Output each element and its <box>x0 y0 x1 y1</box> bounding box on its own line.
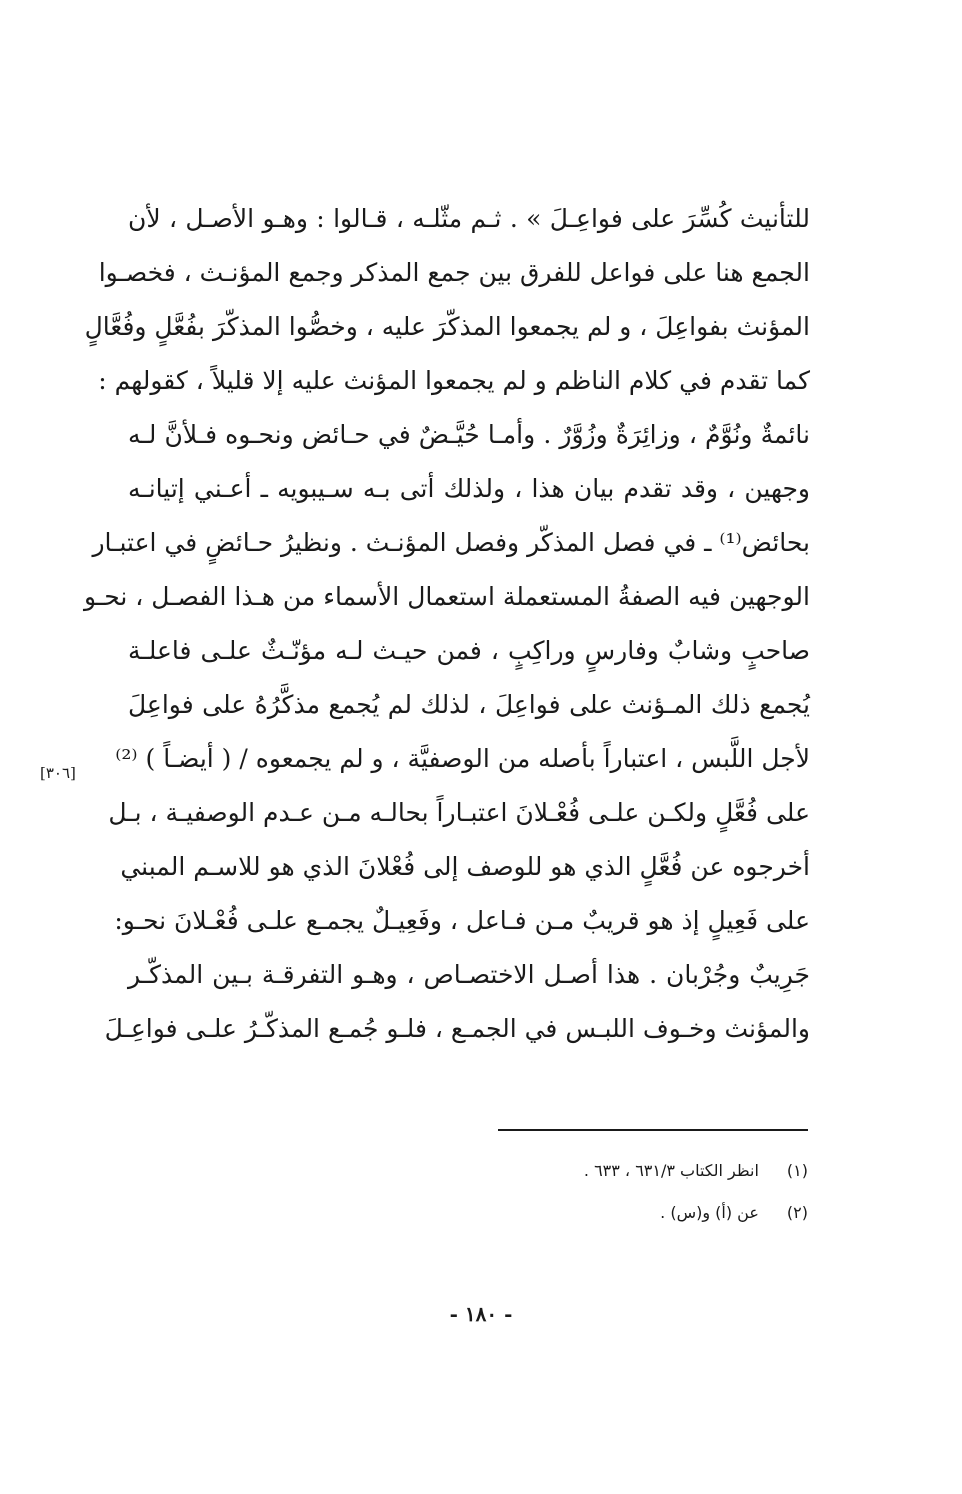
footnote-text: عن (أ) و(س) . <box>660 1203 759 1222</box>
text-line: للتأنيث كُسِّرَ على فواعِـلَ » . ثـم مثّلـه ، قـالوا : وهـو الأصـل ، لأن <box>128 204 810 233</box>
text-line: والمؤنث وخـوف اللبـس في الجمـع ، فلـو جُمـع المذكّـرُ علـى فواعِـلَ <box>104 1014 810 1043</box>
footnote <box>420 1192 808 1234</box>
text-line: صاحبٍ وشابٌ وفارسٍ وراكِبٍ ، فمن حيـث لـه مؤنّـثٌ علـى فاعلـة <box>128 636 810 665</box>
main-text <box>83 192 810 1056</box>
text-line: على فُعَّلٍ ولكـن علـى فُعْـلانَ اعتبـاراً بحالـه مـن عـدم الوصفيـة ، بـل <box>108 798 810 827</box>
text-line: المؤنث بفواعِلَ ، و لم يجمعوا المذكّرَ عليه ، وخصُّوا المذكّرَ بفُعَّلٍ وفُعَّالٍ <box>84 312 810 341</box>
text-line: الجمع هنا على فواعل للفرق بين جمع المذكر وجمع المؤنـث ، فخصـوا <box>98 258 810 287</box>
footnote-number: (١) <box>786 1161 808 1180</box>
text-line: بحائض⁽¹⁾ ـ في فصل المذكّر وفصل المؤنـث . ونظيرُ حـائضٍ في اعتبـار <box>92 528 810 557</box>
footnotes <box>420 1150 808 1234</box>
text-line: جَرِيبٌ وجُرْبان . هذا أصـل الاختصـاص ، وهـو التفرقـة بـين المذكّـر <box>128 960 810 989</box>
text-line: أخرجوه عن فُعَّلٍ الذي هو للوصف إلى فُعْلانَ الذي هو للاسـم المبني <box>120 852 810 881</box>
page-number: - ١٨٠ - <box>449 1302 513 1326</box>
footnote-number: (٢) <box>786 1203 808 1222</box>
footnote <box>420 1150 808 1192</box>
text-line: على فَعِيلٍ إذ هو قريبٌ مـن فـاعل ، وفَعِيـلٌ يجمـع علـى فُعْـلانَ نحـو: <box>114 906 810 935</box>
text-line: نائمةٌ ونُوَّمٌ ، وزائِرَةٌ وزُوَّرٌ . وأمـا حُيَّـضٌ في حـائض ونحـوه فـلأنَّ لـه <box>128 420 810 449</box>
footnote-text: انظر الكتاب ٦٣١/٣ ، ٦٣٣ . <box>583 1161 759 1180</box>
text-line: يُجمع ذلك المـؤنث على فواعِلَ ، لذلك لم يُجمع مذكَّرُهُ على فواعِلَ <box>128 690 810 719</box>
margin-folio-reference: [٣٠٦] <box>40 764 76 782</box>
text-line: الوجهين فيه الصفةُ المستعملة استعمال الأسماء من هـذا الفصـل ، نحـو <box>83 582 810 611</box>
footnote-separator <box>498 1129 808 1131</box>
text-line: كما تقدم في كلام الناظم و لم يجمعوا المؤنث عليه إلا قليلاً ، كقولهم : <box>98 366 810 395</box>
text-line: وجهين ، وقد تقدم بيان هذا ، ولذلك أتى بـه سـيبويه ـ أعـني إتيانـه <box>128 474 810 503</box>
text-line: لأجل اللَّبس ، اعتباراً بأصله من الوصفيَّة ، و لم يجمعوه / ( أيضـاً ) ⁽²⁾ <box>115 744 810 773</box>
